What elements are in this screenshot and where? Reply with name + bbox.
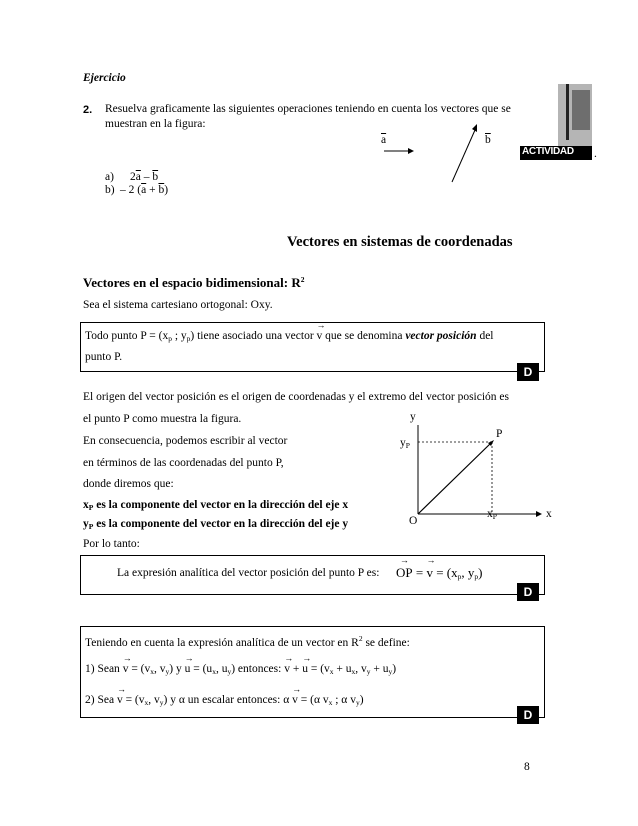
definition-line1: Todo punto $P = (x_p$ ; $y_p$) tiene asociado una vector → v que se denomina vector posición del bbox=[85, 330, 494, 343]
xp-label: $x_P$ bbox=[487, 508, 497, 521]
operation-sum: 1) Sean → $v = (v_x$, $v_y$) $y \to u = (u_x$, $u_y$) entonces: → v + → $u = (v_x + u_x$, $v_y + u_y$) bbox=[85, 663, 396, 676]
item-a-expression: $2\overline{a} - \overline{b}$ bbox=[130, 171, 159, 183]
x-axis-arrowhead bbox=[536, 511, 542, 517]
body-p1-line2: el punto P como muestra la figura. bbox=[83, 413, 242, 425]
definition-badge: D bbox=[517, 363, 539, 381]
x-axis-label: x bbox=[546, 508, 552, 520]
activity-dot: . bbox=[594, 148, 597, 160]
xp-definition: $x_P$ es la componente del vector en la dirección del eje x bbox=[83, 499, 349, 512]
item-b-label: b) bbox=[105, 184, 115, 196]
operation-scalar: 2) Sea → $v = (v_x$, $v_y$) y α un escalar entonces: α → v = (α $v_x$ ; α $v_y$) bbox=[85, 694, 364, 707]
section-title: Vectores en sistemas de coordenadas bbox=[287, 234, 513, 250]
yp-label: $y_P$ bbox=[400, 437, 410, 450]
expression-text: La expresión analítica del vector posición del punto P es: bbox=[117, 567, 380, 579]
vector-b-arrow bbox=[450, 124, 480, 184]
item-b-expression: – 2 $(\overline{a} + \overline{b})$ bbox=[120, 184, 169, 196]
exercise-text-line2: muestran en la figura: bbox=[105, 118, 206, 130]
point-label: P bbox=[496, 428, 503, 440]
body-p1-line1: El origen del vector posición es el origen de coordenadas y el extremo del vector posición es bbox=[83, 391, 509, 403]
origin-label: O bbox=[409, 515, 418, 527]
item-a-label: a) bbox=[105, 171, 114, 183]
vector-b-label: $\overline{b}$ bbox=[485, 134, 491, 146]
yp-definition: $y_P$ es la componente del vector en la dirección del eje y bbox=[83, 518, 349, 531]
coordinate-figure bbox=[380, 405, 550, 535]
vector-a-label: $\overline{a}$ bbox=[381, 134, 387, 146]
activity-badge bbox=[520, 84, 597, 162]
body-p2-line3: donde diremos que: bbox=[83, 478, 174, 490]
intro-text: Sea el sistema cartesiano ortogonal: Oxy. bbox=[83, 299, 273, 311]
therefore-text: Por lo tanto: bbox=[83, 538, 140, 550]
activity-label: ACTIVIDAD bbox=[522, 146, 574, 157]
body-p2-line1: En consecuencia, podemos escribir al vector bbox=[83, 435, 288, 447]
definition-line2: punto P. bbox=[85, 351, 123, 363]
expression-badge: D bbox=[517, 583, 539, 601]
body-p2-line2: en términos de las coordenadas del punto P, bbox=[83, 457, 284, 469]
exercise-heading: Ejercicio bbox=[83, 72, 126, 84]
page-number: 8 bbox=[524, 761, 530, 773]
subsection-title: Vectores en el espacio bidimensional: $R^2$ bbox=[83, 275, 305, 290]
exercise-number: 2. bbox=[83, 104, 93, 116]
expression-formula: → OP = → $v = (x_p$, $y_p$) bbox=[396, 565, 482, 581]
operations-badge: D bbox=[517, 706, 539, 724]
position-vector-line bbox=[418, 442, 492, 514]
operations-intro: Teniendo en cuenta la expresión analítica de un vector en $R^2$ se define: bbox=[85, 634, 410, 649]
exercise-text-line1: Resuelva graficamente las siguientes operaciones teniendo en cuenta los vectores que se bbox=[105, 103, 511, 115]
y-axis-label: y bbox=[410, 411, 416, 423]
vector-a-arrow bbox=[384, 146, 414, 156]
